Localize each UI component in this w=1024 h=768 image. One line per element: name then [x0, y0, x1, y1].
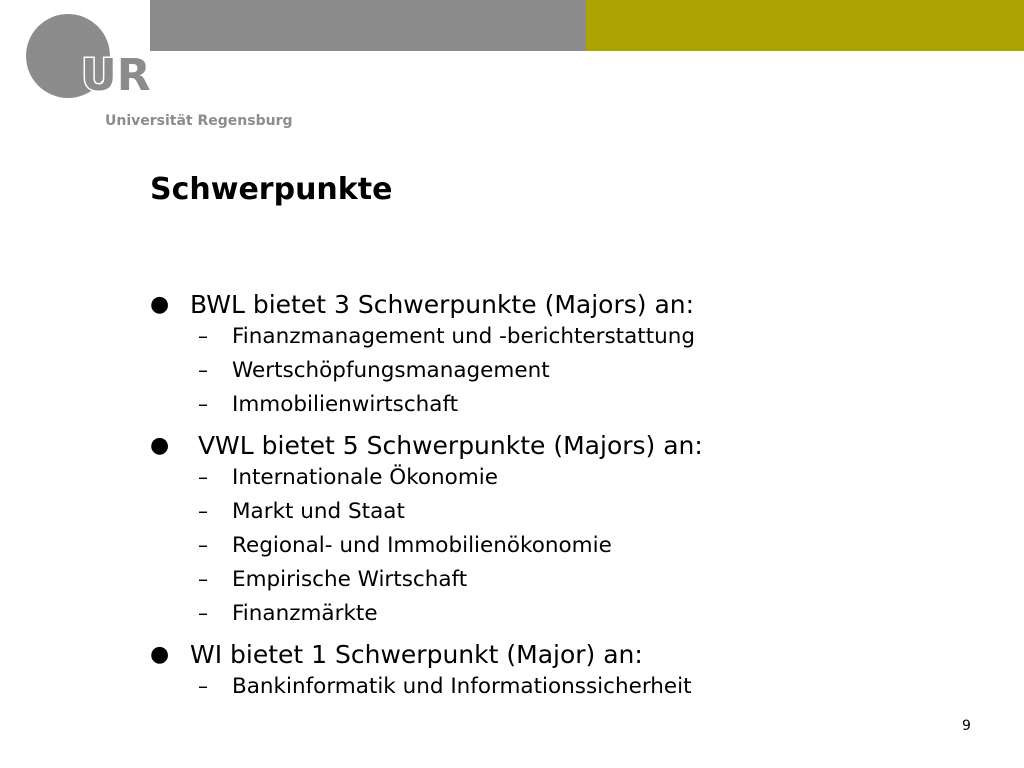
- bullet-list: [150, 289, 990, 712]
- dash-icon: –: [198, 601, 208, 625]
- sub-bullet-item: [150, 494, 990, 528]
- bullet-dot-icon: ●: [150, 641, 170, 667]
- sub-bullet-item: [150, 562, 990, 596]
- bullet-item: [150, 289, 990, 319]
- bullet-dot-icon: ●: [150, 432, 170, 458]
- sub-bullet-item: [150, 319, 990, 353]
- dash-icon: –: [198, 324, 208, 348]
- sub-bullet-text: Internationale Ökonomie: [232, 464, 498, 490]
- bullet-dot-icon: ●: [150, 291, 170, 317]
- university-name: Universität Regensburg: [105, 113, 293, 129]
- sub-bullet-text: Finanzmanagement und -berichterstattung: [232, 323, 696, 349]
- sub-bullet-list: [150, 460, 990, 630]
- sub-bullet-text: Finanzmärkte: [232, 600, 378, 626]
- dash-icon: –: [198, 533, 208, 557]
- bullet-item: [150, 430, 990, 460]
- sub-bullet-text: Regional- und Immobilienökonomie: [232, 532, 612, 558]
- dash-icon: –: [198, 392, 208, 416]
- bullet-item: [150, 639, 990, 669]
- logo-letters: UR: [81, 50, 151, 101]
- university-logo: [26, 14, 293, 129]
- dash-icon: –: [198, 358, 208, 382]
- sub-bullet-item: [150, 387, 990, 421]
- dash-icon: –: [198, 499, 208, 523]
- sub-bullet-text: Bankinformatik und Informationssicherheit: [232, 673, 692, 699]
- dash-icon: –: [198, 674, 208, 698]
- sub-bullet-item: [150, 669, 990, 703]
- bullet-group: [150, 289, 990, 421]
- bullet-group: [150, 639, 990, 703]
- page-number: 9: [962, 718, 971, 734]
- sub-bullet-text: Empirische Wirtschaft: [232, 566, 468, 592]
- sub-bullet-item: [150, 460, 990, 494]
- dash-icon: –: [198, 465, 208, 489]
- sub-bullet-text: Immobilienwirtschaft: [232, 391, 459, 417]
- sub-bullet-list: [150, 669, 990, 703]
- header-bar-olive: [586, 0, 1024, 51]
- bullet-text: VWL bietet 5 Schwerpunkte (Majors) an:: [190, 430, 703, 460]
- bullet-text: BWL bietet 3 Schwerpunkte (Majors) an:: [190, 289, 695, 319]
- slide-title: Schwerpunkte: [150, 172, 393, 207]
- bullet-group: [150, 430, 990, 630]
- sub-bullet-text: Markt und Staat: [232, 498, 405, 524]
- bullet-text: WI bietet 1 Schwerpunkt (Major) an:: [190, 639, 643, 669]
- dash-icon: –: [198, 567, 208, 591]
- sub-bullet-item: [150, 353, 990, 387]
- sub-bullet-text: Wertschöpfungsmanagement: [232, 357, 550, 383]
- sub-bullet-item: [150, 596, 990, 630]
- ur-logo-mark: [26, 14, 276, 114]
- sub-bullet-list: [150, 319, 990, 421]
- sub-bullet-item: [150, 528, 990, 562]
